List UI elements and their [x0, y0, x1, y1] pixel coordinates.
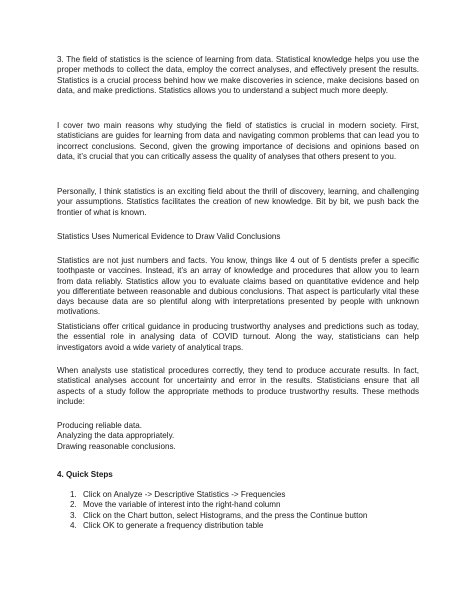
- methods-item: Analyzing the data appropriately.: [57, 431, 175, 441]
- paragraph-critical-guidance: Statisticians offer critical guidance in producing trustworthy analyses and predictions such as today, the essential role in analysing data of COVID turnout. Along the way, statisticians can help investigators avoid a wide variety of analytical traps.: [57, 322, 419, 352]
- paragraph-field-of-statistics: 3. The field of statistics is the science of learning from data. Statistical knowledge helps you use the proper methods to collect the data, employ the correct analyses, and effectively present the results. Statistics is a crucial process behind how we make discoveries in science, make decisions based on data, and make predictions. Statistics allows you to understand a subject much more deeply.: [57, 55, 419, 95]
- quick-steps-list: [65, 490, 419, 531]
- quick-step-item: [79, 521, 419, 531]
- paragraph-not-just-numbers: Statistics are not just numbers and facts. You know, things like 4 out of 5 dentists prefer a specific toothpaste or vaccines. Instead, it’s an array of knowledge and procedures that allow you to learn from data reliably. Statistics allow you to evaluate claims based on quantitative evidence and help you differentiate between reasonable and dubious conclusions. That aspect is particularly vital these days because data are so plentiful along with interpretations presented by people with unknown motivations.: [57, 256, 419, 317]
- quick-step-text: Click on Analyze -> Descriptive Statistics -> Frequencies: [83, 490, 286, 499]
- paragraph-personally: Personally, I think statistics is an exciting field about the thrill of discovery, learning, and challenging your assumptions. Statistics facilitates the creation of new knowledge. Bit by bit, we push back the frontier of what is known.: [57, 187, 419, 217]
- quick-step-item: [79, 500, 419, 510]
- quick-step-text: Click on the Chart button, select Histograms, and the press the Continue button: [83, 510, 368, 520]
- quick-steps-heading: 4. Quick Steps: [57, 470, 113, 479]
- quick-step-text: Move the variable of interest into the right-hand column: [83, 500, 281, 510]
- methods-item: Drawing reasonable conclusions.: [57, 441, 176, 451]
- paragraph-two-reasons: I cover two main reasons why studying the field of statistics is crucial in modern society. First, statisticians are guides for learning from data and navigating common problems that can lead you to incorrect conclusions. Second, given the growing importance of decisions and opinions based on data, it’s crucial that you can critically assess the quality of analyses that others present to you.: [57, 121, 419, 161]
- subheading-numerical-evidence: Statistics Uses Numerical Evidence to Draw Valid Conclusions: [57, 232, 281, 241]
- quick-step-text: Click OK to generate a frequency distribution table: [83, 520, 264, 530]
- quick-step-item: [79, 511, 419, 521]
- quick-step-item: [79, 490, 419, 500]
- paragraph-procedures: When analysts use statistical procedures correctly, they tend to produce accurate results. In fact, statistical analyses account for uncertainty and error in the results. Statisticians ensure that all aspects of a study follow the appropriate methods to produce trustworthy results. These methods include:: [57, 366, 419, 406]
- methods-item: Producing reliable data.: [57, 421, 143, 430]
- methods-list: [57, 421, 419, 452]
